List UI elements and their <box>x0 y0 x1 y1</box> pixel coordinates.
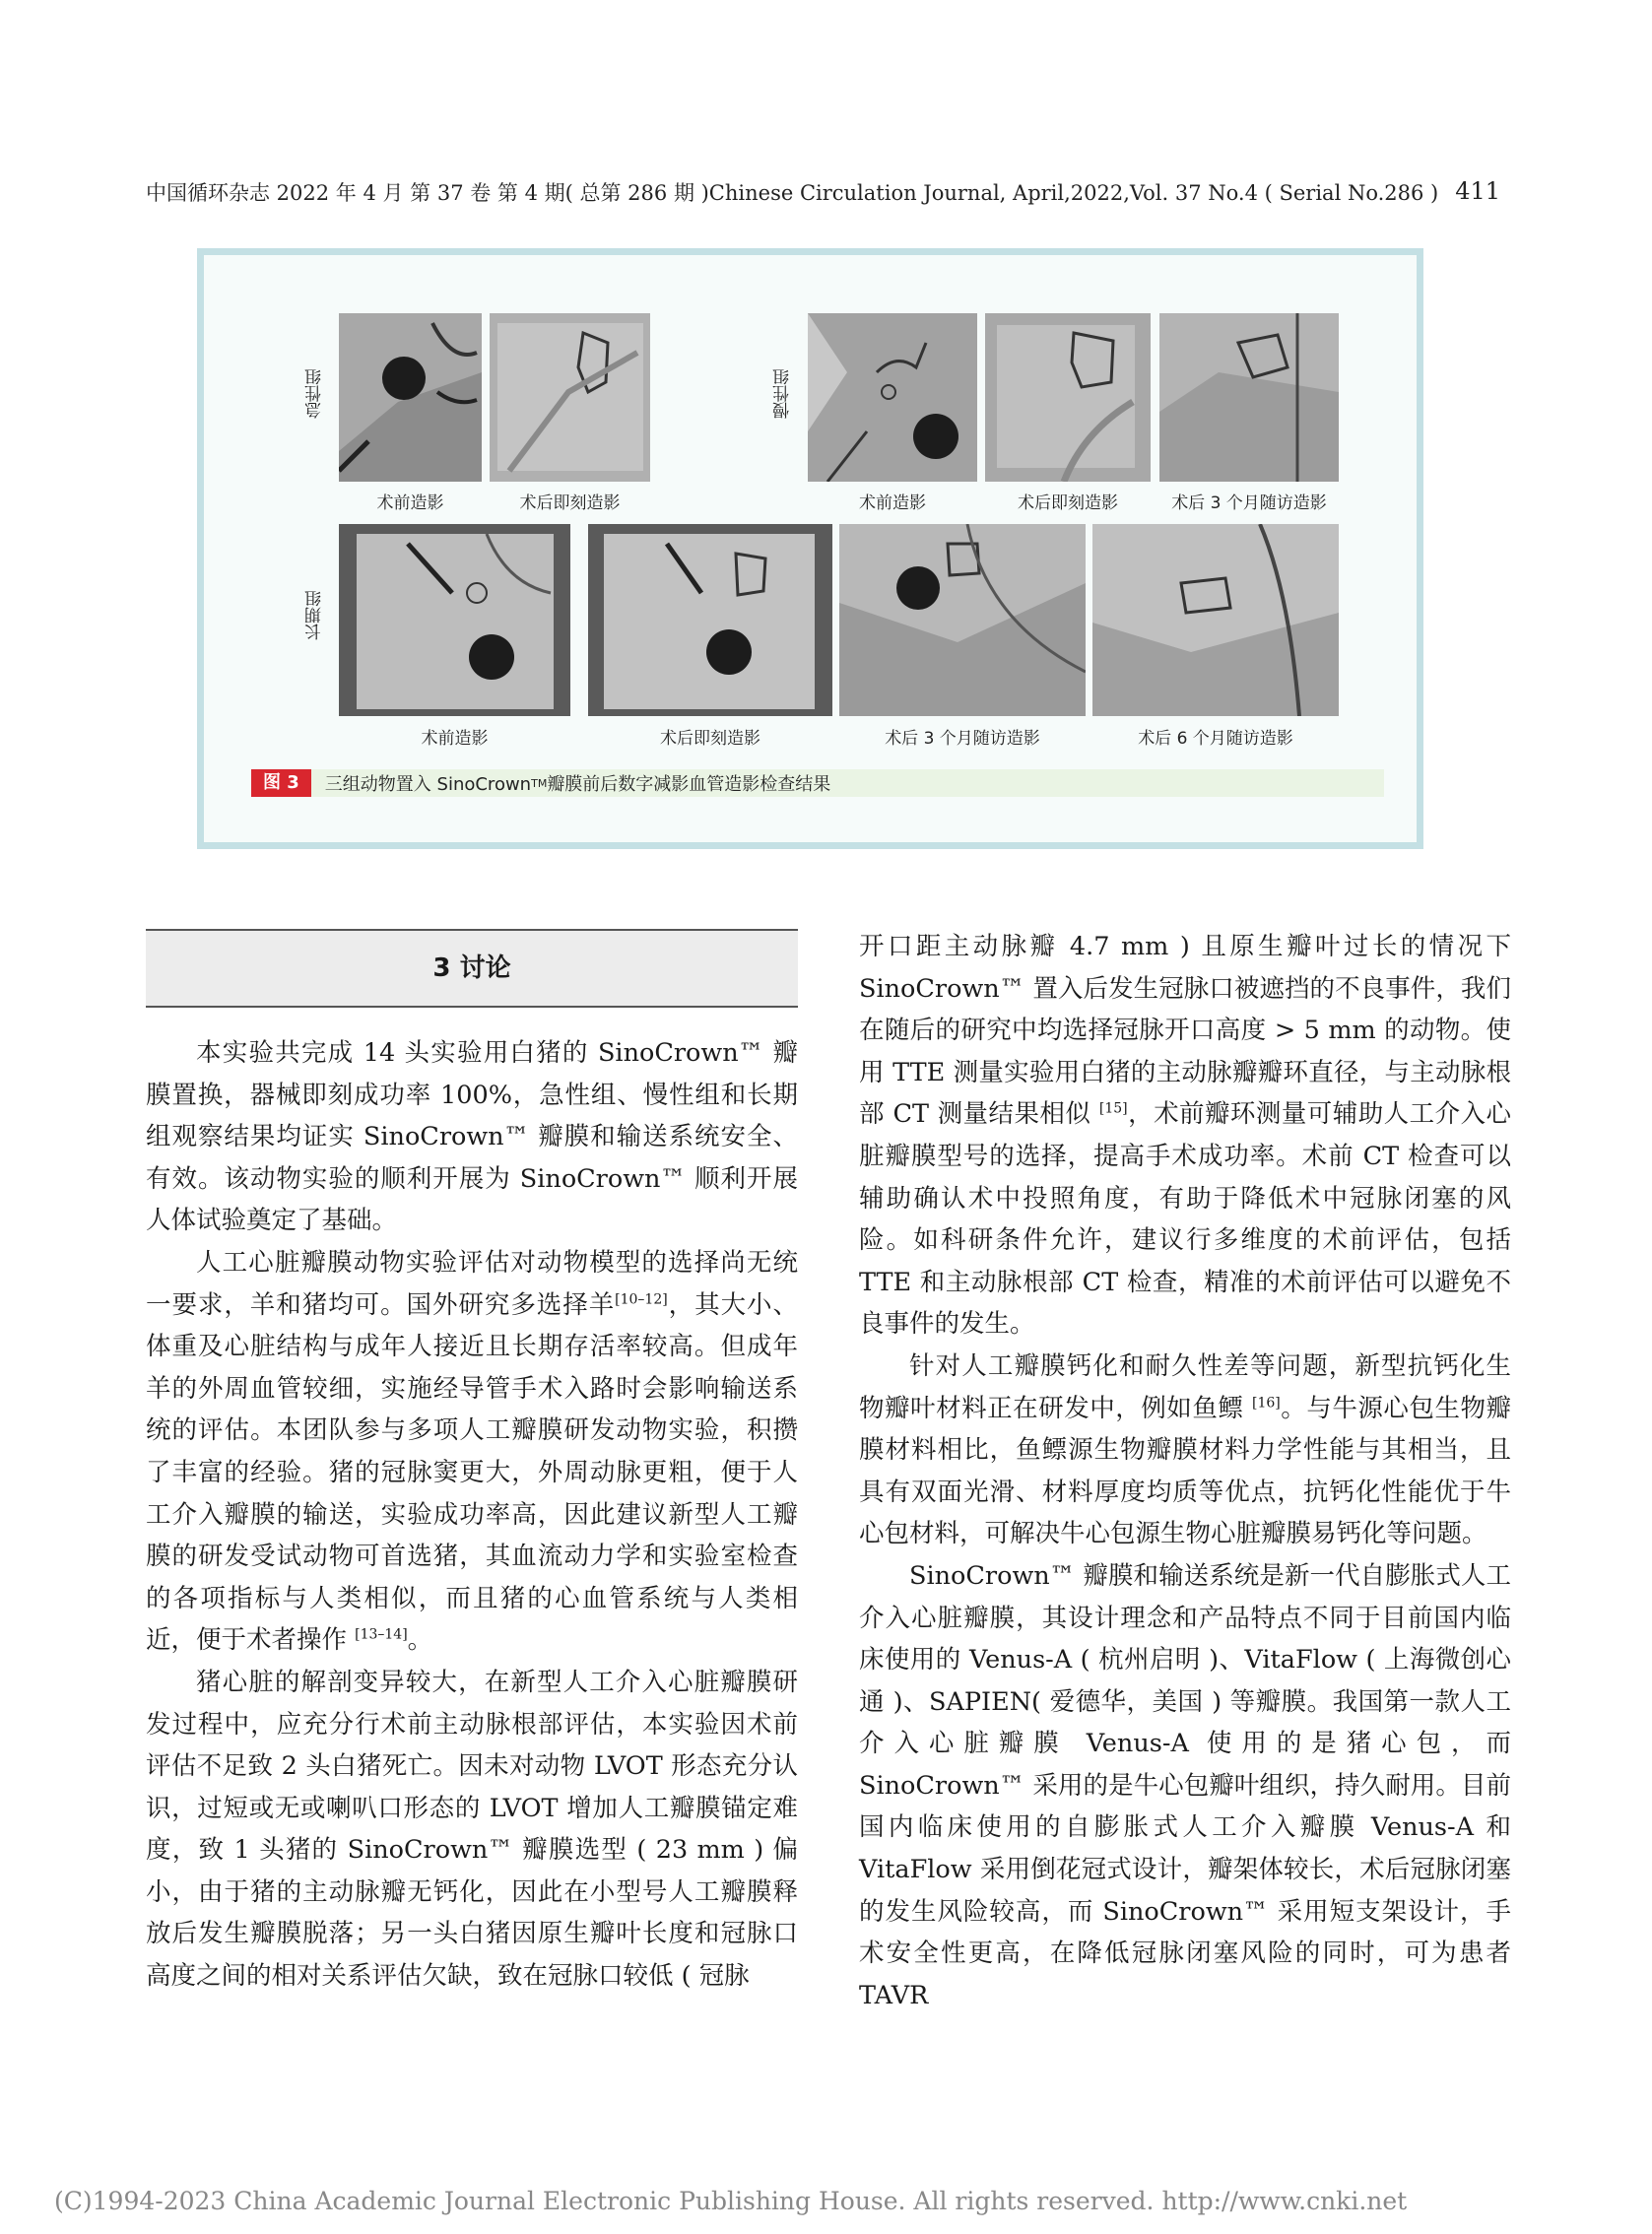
figure-number: 图 3 <box>251 769 311 797</box>
label-chronic-3m: 术后 3 个月随访造影 <box>1171 493 1327 513</box>
group-label-long: 长期组 <box>305 590 325 640</box>
right-column <box>859 926 1511 2016</box>
angiogram-chronic-3m <box>1159 313 1339 482</box>
paragraph: SinoCrown™ 瓣膜和输送系统是新一代自膨胀式人工介入心脏瓣膜，其设计理念和产品特点不同于目前国内临床使用的 Venus-A ( 杭州启明 )、VitaFlow ( 上海微创心通 )、SAPIEN( 爱德华，美国 ) 等瓣膜。我国第一款人工介入心脏瓣膜 Venus-A 使用的是猪心包，而 SinoCrown™ 采用的是牛心包瓣叶组织，持久耐用。目前国内临床使用的自膨胀式人工介入瓣膜 Venus-A 和 VitaFlow 采用倒花冠式设计，瓣架体较长，术后冠脉闭塞的发生风险较高，而 SinoCrown™ 采用短支架设计，手术安全性更高，在降低冠脉闭塞风险的同时，可为患者 TAVR <box>859 1560 1511 2010</box>
text-run: 开口距主动脉瓣 4.7 mm ) 且原生瓣叶过长的情况下 SinoCrown™ 置入后发生冠脉口被遮挡的不良事件，我们在随后的研究中均选择冠脉开口高度 > 5 mm 的动物。使用 TTE 测量实验用白猪的主动脉瓣瓣环直径，与主动脉根部 CT 测量结果相似 <box>859 932 1511 1130</box>
angiogram-acute-post <box>490 313 650 482</box>
label-acute-pre: 术前造影 <box>376 493 444 513</box>
angiogram-acute-pre <box>339 313 482 482</box>
label-chronic-post: 术后即刻造影 <box>1018 493 1118 513</box>
angiogram-long-3m <box>839 524 1086 716</box>
figure-3 <box>197 248 1423 849</box>
copyright-footer: (C)1994-2023 China Academic Journal Electronic Publishing House. All rights reserved. http://www.cnki.net <box>54 2187 1408 2215</box>
journal-citation: 中国循环杂志 2022 年 4 月 第 37 卷 第 4 期( 总第 286 期 )Chinese Circulation Journal, April,2022,Vol. 37 No.4 ( Serial No.286 ) <box>146 181 1439 205</box>
label-long-3m: 术后 3 个月随访造影 <box>885 729 1040 749</box>
paragraph <box>859 926 1511 1346</box>
label-acute-post: 术后即刻造影 <box>519 493 621 513</box>
text-run: 。 <box>407 1625 433 1656</box>
text-run: ，其大小、体重及心脏结构与成年人接近且长期存活率较高。但成年羊的外周血管较细，实施经导管手术入路时会影响输送系统的评估。本团队参与多项人工瓣膜研发动物实验，积攒了丰富的经验。猪的冠脉窦更大，外周动脉更粗，便于人工介入瓣膜的输送，实验成功率高，因此建议新型人工瓣膜的研发受试动物可首选猪，其血流动力学和实验室检查的各项指标与人类相似，而且猪的心血管系统与人类相近，便于术者操作 <box>146 1289 798 1656</box>
label-long-post: 术后即刻造影 <box>660 729 760 749</box>
caption-text-2: 瓣膜前后数字减影血管造影检查结果 <box>547 774 831 795</box>
paragraph <box>146 1242 798 1662</box>
text-run: ，术前瓣环测量可辅助人工介入心脏瓣膜型号的选择，提高手术成功率。术前 CT 检查可以辅助确认术中投照角度，有助于降低术中冠脉闭塞的风险。如科研条件允许，建议行多维度的术前评估，包括 TTE 和主动脉根部 CT 检查，精准的术前评估可以避免不良事件的发生。 <box>859 1099 1511 1340</box>
angiogram-long-pre <box>339 524 570 716</box>
citation-ref: [10–12] <box>615 1291 668 1308</box>
paragraph <box>859 1346 1511 1555</box>
label-long-pre: 术前造影 <box>421 729 489 749</box>
paragraph: 猪心脏的解剖变异较大，在新型人工介入心脏瓣膜研发过程中，应充分行术前主动脉根部评估，本实验因术前评估不足致 2 头白猪死亡。因未对动物 LVOT 形态充分认识，过短或无或喇叭口形态的 LVOT 增加人工瓣膜锚定难度，致 1 头猪的 SinoCrown™ 瓣膜选型 ( 23 mm ) 偏小，由于猪的主动脉瓣无钙化，因此在小型号人工瓣膜释放后发生瓣膜脱落；另一头白猪因原生瓣叶长度和冠脉口高度之间的相对关系评估欠缺，致在冠脉口较低 ( 冠脉 <box>146 1667 798 1992</box>
angiogram-chronic-post <box>985 313 1151 482</box>
left-column <box>146 1032 798 1998</box>
citation-ref: [15] <box>1098 1100 1128 1117</box>
paragraph: 本实验共完成 14 头实验用白猪的 SinoCrown™ 瓣膜置换，器械即刻成功率 100%，急性组、慢性组和长期组观察结果均证实 SinoCrown™ 瓣膜和输送系统安全、有效。该动物实验的顺利开展为 SinoCrown™ 顺利开展人体试验奠定了基础。 <box>146 1038 798 1236</box>
label-long-6m: 术后 6 个月随访造影 <box>1138 729 1293 749</box>
group-label-acute: 急性组 <box>305 368 325 419</box>
angiogram-long-post <box>588 524 832 716</box>
section-heading: 3 讨论 <box>146 929 798 1008</box>
text-run: 。与牛源心包生物瓣膜材料相比，鱼鳔源生物瓣膜材料力学性能与其相当，且具有双面光滑、材料厚度均质等优点，抗钙化性能优于牛心包材料，可解决牛心包源生物心脏瓣膜易钙化等问题。 <box>859 1393 1511 1549</box>
caption-text-1: 三组动物置入 SinoCrown <box>324 774 532 795</box>
text-run: 针对人工瓣膜钙化和耐久性差等问题，新型抗钙化生物瓣叶材料正在研发中，例如鱼鳔 <box>859 1350 1511 1423</box>
angiogram-long-6m <box>1092 524 1339 716</box>
angiogram-chronic-pre <box>808 313 977 482</box>
citation-ref: [16] <box>1252 1395 1281 1412</box>
caption-tm: TM <box>531 776 548 790</box>
figure-caption <box>251 769 1384 797</box>
citation-ref: [13–14] <box>355 1626 408 1643</box>
page-number: 411 <box>1455 177 1500 205</box>
label-chronic-pre: 术前造影 <box>859 493 926 513</box>
running-header <box>146 177 1500 209</box>
group-label-chronic: 慢性组 <box>773 368 793 419</box>
text-run: 人工心脏瓣膜动物实验评估对动物模型的选择尚无统一要求，羊和猪均可。国外研究多选择羊 <box>146 1247 798 1320</box>
